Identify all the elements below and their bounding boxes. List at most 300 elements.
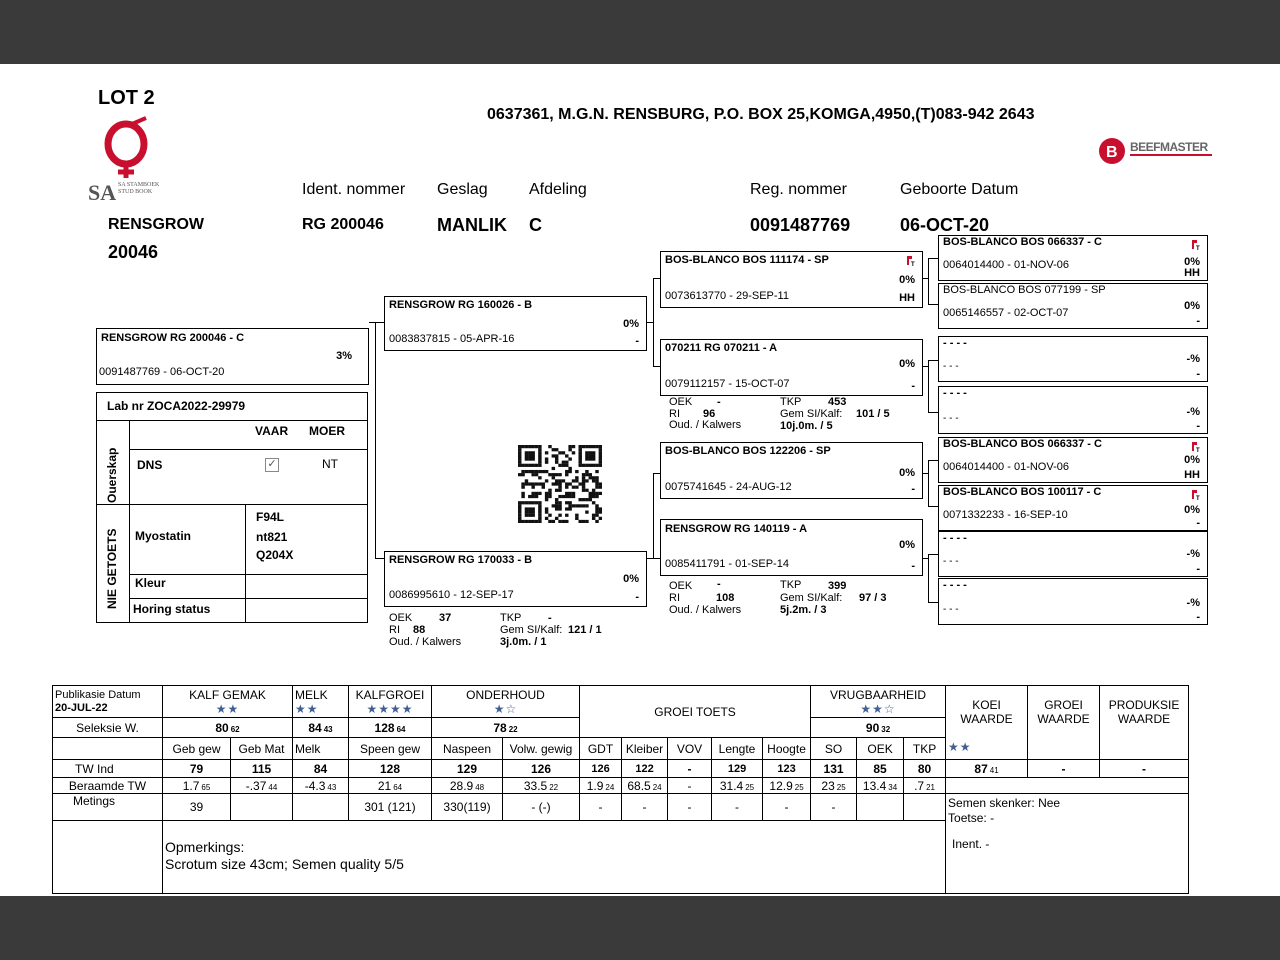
col-tkp: TKP — [904, 738, 946, 760]
dam-ri: 88 — [413, 624, 426, 636]
tw-cell: 79 — [163, 760, 231, 778]
vrugbaarheid-stars-icon: ★★☆ — [860, 701, 896, 716]
qr-module — [599, 454, 602, 457]
sel-kalf-gemak — [163, 718, 293, 738]
sd-oud: 10j.0m. / 5 — [780, 420, 833, 432]
qr-module — [535, 495, 538, 498]
dam-tkp-label: TKP — [500, 612, 522, 624]
qr-module — [592, 457, 595, 460]
qr-module — [558, 464, 561, 467]
qr-module — [528, 495, 531, 498]
qr-module — [528, 451, 531, 454]
tw-cell: 129 — [712, 760, 763, 778]
sd-tkp-label: TKP — [780, 396, 802, 408]
gen3-8-reg: - - - — [943, 604, 959, 615]
gen3-4-pct: -% — [1186, 406, 1200, 418]
metings-cell: - — [712, 794, 763, 820]
qr-module — [538, 517, 541, 520]
qr-module — [578, 504, 581, 507]
qr-module — [518, 457, 521, 460]
metings-cell: - — [763, 794, 811, 820]
gen3-6-name: BOS-BLANCO BOS 100117 - C — [943, 486, 1102, 498]
btw-acc: 25 — [745, 782, 755, 792]
qr-module — [538, 492, 541, 495]
qr-module — [555, 461, 558, 464]
qr-module — [521, 492, 524, 495]
qr-module — [589, 445, 592, 448]
qr-module — [565, 454, 568, 457]
qr-module — [528, 520, 531, 523]
qr-module — [535, 464, 538, 467]
btw-acc: 24 — [605, 782, 615, 792]
qr-module — [592, 514, 595, 517]
btw-value: 1.7 — [182, 778, 200, 793]
qr-module — [585, 464, 588, 467]
qr-module — [528, 470, 531, 473]
qr-module — [548, 495, 551, 498]
qr-module — [585, 498, 588, 501]
tw-produksie-waarde: - — [1100, 760, 1189, 778]
qr-module — [538, 476, 541, 479]
qr-module — [528, 457, 531, 460]
pedigree-gen3-1 — [938, 235, 1208, 281]
qr-module — [538, 454, 541, 457]
qr-module — [572, 451, 575, 454]
qr-module — [589, 498, 592, 501]
lot-label: LOT 2 — [98, 87, 155, 109]
qr-module — [558, 507, 561, 510]
qr-module — [582, 504, 585, 507]
qr-module — [531, 492, 534, 495]
seleksie-label: Seleksie W. — [53, 718, 163, 738]
qr-module — [565, 470, 568, 473]
qr-module — [582, 464, 585, 467]
qr-module — [518, 448, 521, 451]
dam-reg: 0086995610 - 12-SEP-17 — [389, 589, 514, 601]
gen3-6-reg: 0071332233 - 16-SEP-10 — [943, 509, 1068, 521]
tw-cell: 80 — [904, 760, 946, 778]
gen2-2-pct: 0% — [899, 358, 915, 370]
qr-module — [565, 520, 568, 523]
subject-name: RENSGROW RG 200046 - C — [101, 332, 245, 344]
gen3-7-pct: -% — [1186, 548, 1200, 560]
qr-module — [575, 476, 578, 479]
qr-module — [578, 464, 581, 467]
qr-module — [582, 476, 585, 479]
qr-module — [575, 517, 578, 520]
qr-module — [525, 501, 528, 504]
qr-module — [518, 517, 521, 520]
qr-module — [599, 507, 602, 510]
btw-value: -4.3 — [304, 778, 326, 793]
dam-ri-label: RI — [389, 624, 400, 636]
qr-module — [592, 454, 595, 457]
qr-module — [592, 445, 595, 448]
qr-module — [535, 445, 538, 448]
tw-cell: 123 — [763, 760, 811, 778]
qr-module — [578, 451, 581, 454]
qr-module — [589, 492, 592, 495]
pedigree-gen3-6 — [938, 485, 1208, 531]
metings-cell: - (-) — [503, 794, 580, 820]
qr-module — [518, 514, 521, 517]
kalf-gemak-stars-icon: ★★ — [215, 701, 240, 716]
kleur-label: Kleur — [135, 576, 166, 590]
dam-name: RENSGROW RG 170033 - B — [389, 554, 533, 566]
myostatin-q204x: Q204X — [256, 548, 294, 562]
gen3-7-name: - - - - — [943, 532, 967, 544]
qr-module — [525, 445, 528, 448]
qr-module — [538, 457, 541, 460]
sa-studbook-logo-text: SA STAMBOEK STUD BOOK — [118, 182, 160, 195]
col-geb-gew: Geb gew — [163, 738, 231, 760]
qr-module — [589, 476, 592, 479]
herd-name: RENSGROW — [108, 216, 204, 233]
gen2-4-pct: 0% — [899, 539, 915, 551]
col-speen-gew: Speen gew — [349, 738, 432, 760]
svg-text:B: B — [1106, 144, 1118, 161]
gen2-3-tail: - — [911, 483, 915, 495]
qr-module — [538, 464, 541, 467]
qr-module — [538, 514, 541, 517]
dam-gem-label: Gem SI/Kalf: — [500, 624, 563, 636]
qr-module — [555, 454, 558, 457]
sire-box — [384, 296, 647, 351]
qr-module — [525, 451, 528, 454]
qr-module — [575, 470, 578, 473]
dd-tkp-label: TKP — [780, 579, 802, 591]
qr-module — [562, 479, 565, 482]
dam-oek-label: OEK — [389, 612, 413, 624]
qr-module — [528, 445, 531, 448]
gen2-3-name: BOS-BLANCO BOS 122206 - SP — [665, 445, 831, 457]
gen3-3-reg: - - - — [943, 361, 959, 372]
qr-module — [599, 464, 602, 467]
btw-acc: 25 — [836, 782, 846, 792]
metings-cell: 330(119) — [432, 794, 503, 820]
qr-module — [555, 498, 558, 501]
gen3-5-reg: 0064014400 - 01-NOV-06 — [943, 461, 1069, 473]
semen-tests-cell — [946, 794, 1189, 894]
subject-reg: 0091487769 - 06-OCT-20 — [99, 366, 225, 378]
svg-text:T: T — [1196, 496, 1200, 500]
metings-label: Metings — [53, 794, 163, 820]
btw-acc: 34 — [888, 782, 898, 792]
qr-module — [518, 451, 521, 454]
qr-module — [595, 511, 598, 514]
btw-acc: 44 — [268, 782, 278, 792]
qr-module — [528, 511, 531, 514]
qr-module — [552, 454, 555, 457]
gen2-2-reg: 0079112157 - 15-OCT-07 — [665, 378, 790, 390]
tw-cell: 126 — [580, 760, 622, 778]
sel-onderhoud-acc: 22 — [508, 724, 518, 734]
qr-module — [562, 464, 565, 467]
qr-module — [518, 445, 521, 448]
qr-module — [568, 470, 571, 473]
qr-module — [558, 520, 561, 523]
qr-module — [555, 489, 558, 492]
qr-module — [592, 479, 595, 482]
tw-cell: 131 — [811, 760, 857, 778]
qr-module — [558, 486, 561, 489]
qr-module — [531, 457, 534, 460]
qr-module — [589, 454, 592, 457]
reg-value: 0091487769 — [750, 215, 851, 235]
dob-label: Geboorte Datum — [900, 181, 1019, 198]
qr-module — [562, 461, 565, 464]
qr-module — [555, 457, 558, 460]
section-label: Afdeling — [529, 181, 587, 198]
sel-melk — [293, 718, 349, 738]
beraamde-tw-empty — [946, 778, 1189, 794]
qr-module — [525, 457, 528, 460]
btw-value: 33.5 — [523, 778, 548, 793]
sel-kalfgroei-acc: 64 — [396, 724, 406, 734]
col-volw-gewig: Volw. gewig — [503, 738, 580, 760]
sd-ri: 96 — [703, 408, 716, 420]
qr-module — [595, 476, 598, 479]
qr-module — [572, 504, 575, 507]
qr-module — [565, 514, 568, 517]
publication-date: 20-JUL-22 — [55, 701, 108, 714]
qr-module — [568, 501, 571, 504]
nie-getoets-label: NIE GETOETS — [105, 528, 119, 609]
qr-module — [565, 507, 568, 510]
gen2-1-pct: 0% — [899, 274, 915, 286]
qr-module — [552, 448, 555, 451]
col-geb-mat: Geb Mat — [231, 738, 293, 760]
qr-module — [592, 492, 595, 495]
publication-date-cell — [53, 686, 163, 718]
qr-module — [548, 520, 551, 523]
qr-module — [565, 501, 568, 504]
gen3-1-tail: HH — [1184, 267, 1200, 279]
melk-stars-icon: ★★ — [295, 701, 319, 716]
vaar-header: VAAR — [255, 424, 289, 438]
gen3-5-pct: 0% — [1184, 454, 1200, 466]
qr-module — [575, 486, 578, 489]
qr-module — [599, 486, 602, 489]
qr-module — [582, 445, 585, 448]
qr-module — [572, 445, 575, 448]
qr-module — [565, 495, 568, 498]
btw-value: 23 — [821, 778, 835, 793]
qr-module — [585, 473, 588, 476]
qr-module — [538, 448, 541, 451]
onderhoud-stars-icon: ★☆ — [493, 701, 518, 716]
col-hoogte: Hoogte — [763, 738, 811, 760]
qr-code-graphic — [518, 445, 602, 523]
beraamde-tw-label: Beraamde TW — [53, 778, 163, 794]
qr-module — [582, 479, 585, 482]
qr-module — [578, 454, 581, 457]
qr-module — [595, 464, 598, 467]
pedigree-gen2-2 — [660, 339, 923, 396]
qr-module — [538, 461, 541, 464]
qr-module — [568, 448, 571, 451]
gen2-3-reg: 0075741645 - 24-AUG-12 — [665, 481, 792, 493]
bottom-backdrop — [0, 896, 1280, 960]
qr-module — [538, 482, 541, 485]
qr-module — [565, 482, 568, 485]
moer-dns-value: NT — [322, 457, 338, 471]
qr-module — [545, 470, 548, 473]
metings-row — [53, 794, 1189, 820]
btw-acc: 64 — [393, 782, 403, 792]
qr-module — [585, 511, 588, 514]
qr-module — [531, 482, 534, 485]
qr-module — [531, 470, 534, 473]
qr-module — [578, 457, 581, 460]
qr-module — [568, 507, 571, 510]
gen2-4-name: RENSGROW RG 140119 - A — [665, 523, 808, 535]
qr-module — [531, 454, 534, 457]
qr-module — [558, 495, 561, 498]
qr-module — [521, 470, 524, 473]
qr-module — [542, 486, 545, 489]
pedigree-gen2-1 — [660, 251, 923, 308]
qr-code — [518, 445, 602, 523]
qr-module — [531, 495, 534, 498]
gen3-3-name: - - - - — [943, 337, 967, 349]
genetic-test-icon — [1190, 239, 1201, 250]
dd-oek-label: OEK — [669, 580, 693, 592]
qr-module — [595, 482, 598, 485]
sire-name: RENSGROW RG 160026 - B — [389, 299, 533, 311]
gen3-1-name: BOS-BLANCO BOS 066337 - C — [943, 236, 1102, 248]
moer-header: MOER — [309, 424, 345, 438]
qr-module — [525, 511, 528, 514]
genetic-test-icon — [1190, 489, 1201, 500]
qr-module — [599, 457, 602, 460]
gen3-2-tail: - — [1196, 315, 1200, 327]
metings-cell: 39 — [163, 794, 231, 820]
dd-oek: - — [717, 578, 721, 590]
qr-module — [595, 520, 598, 523]
gen3-7-reg: - - - — [943, 556, 959, 567]
beefmaster-logo-mark — [1098, 136, 1128, 166]
qr-module — [555, 448, 558, 451]
qr-module — [548, 473, 551, 476]
qr-module — [548, 445, 551, 448]
qr-module — [582, 498, 585, 501]
beefmaster-logo — [1098, 136, 1216, 166]
qr-module — [578, 498, 581, 501]
qr-module — [518, 501, 521, 504]
qr-module — [595, 479, 598, 482]
qr-module — [585, 454, 588, 457]
qr-module — [578, 520, 581, 523]
qr-module — [535, 482, 538, 485]
qr-module — [558, 479, 561, 482]
metings-cell: - — [811, 794, 857, 820]
dam-oek: 37 — [439, 612, 452, 624]
qr-module — [599, 511, 602, 514]
qr-module — [531, 445, 534, 448]
sire-pct: 0% — [623, 318, 639, 330]
col-naspeen: Naspeen — [432, 738, 503, 760]
qr-module — [595, 514, 598, 517]
qr-module — [568, 504, 571, 507]
dam-tail: - — [635, 591, 639, 603]
col-melk: Melk — [293, 738, 349, 760]
melk-title: MELK — [295, 687, 328, 702]
qr-module — [518, 520, 521, 523]
qr-module — [535, 470, 538, 473]
sd-gem: 101 / 5 — [856, 408, 890, 420]
qr-module — [568, 495, 571, 498]
toetse: Toetse: - — [948, 811, 995, 826]
qr-module — [518, 454, 521, 457]
gen3-4-tail: - — [1196, 420, 1200, 432]
gen3-2-reg: 0065146557 - 02-OCT-07 — [943, 307, 1069, 319]
sd-oek: - — [717, 396, 721, 408]
gen2-2-name: 070211 RG 070211 - A — [665, 342, 778, 354]
kalf-gemak-header — [163, 686, 293, 718]
sd-tkp: 453 — [828, 396, 847, 408]
beefmaster-logo-underline — [1130, 154, 1212, 156]
tw-koei-acc: 41 — [989, 765, 999, 775]
genetic-test-icon — [905, 255, 916, 266]
qr-module — [545, 461, 548, 464]
sd-oek-label: OEK — [669, 396, 693, 408]
qr-module — [578, 448, 581, 451]
svg-text:T: T — [1196, 246, 1200, 250]
col-so: SO — [811, 738, 857, 760]
btw-value: 28.9 — [449, 778, 474, 793]
btw-value: .7 — [914, 778, 925, 793]
tw-cell: 126 — [503, 760, 580, 778]
tw-ind-row — [53, 760, 1189, 778]
sel-kalf-value: 80 — [215, 720, 229, 735]
gen3-4-name: - - - - — [943, 387, 967, 399]
qr-module — [552, 473, 555, 476]
qr-module — [592, 451, 595, 454]
certificate-page — [0, 64, 1280, 896]
qr-module — [558, 501, 561, 504]
gen3-2-pct: 0% — [1184, 300, 1200, 312]
ident-value: RG 200046 — [302, 216, 384, 233]
qr-module — [525, 482, 528, 485]
pedigree-gen3-2 — [938, 283, 1208, 329]
qr-module — [552, 520, 555, 523]
metings-cell: - — [622, 794, 668, 820]
qr-module — [525, 479, 528, 482]
svg-text:T: T — [911, 262, 915, 266]
tw-cell: 115 — [231, 760, 293, 778]
qr-module — [558, 482, 561, 485]
qr-module — [572, 479, 575, 482]
svg-text:T: T — [1196, 448, 1200, 452]
gen3-2-name: BOS-BLANCO BOS 077199 - SP — [943, 284, 1106, 296]
qr-module — [599, 448, 602, 451]
qr-module — [545, 451, 548, 454]
melk-header — [293, 686, 349, 718]
qr-module — [599, 445, 602, 448]
publication-date-label: Publikasie Datum — [55, 688, 141, 701]
btw-acc: 24 — [652, 782, 662, 792]
qr-module — [595, 507, 598, 510]
qr-module — [599, 451, 602, 454]
qr-module — [599, 461, 602, 464]
tw-cell: 122 — [622, 760, 668, 778]
qr-module — [521, 464, 524, 467]
qr-module — [565, 464, 568, 467]
subject-animal-box — [96, 328, 369, 385]
qr-module — [521, 482, 524, 485]
qr-module — [555, 501, 558, 504]
